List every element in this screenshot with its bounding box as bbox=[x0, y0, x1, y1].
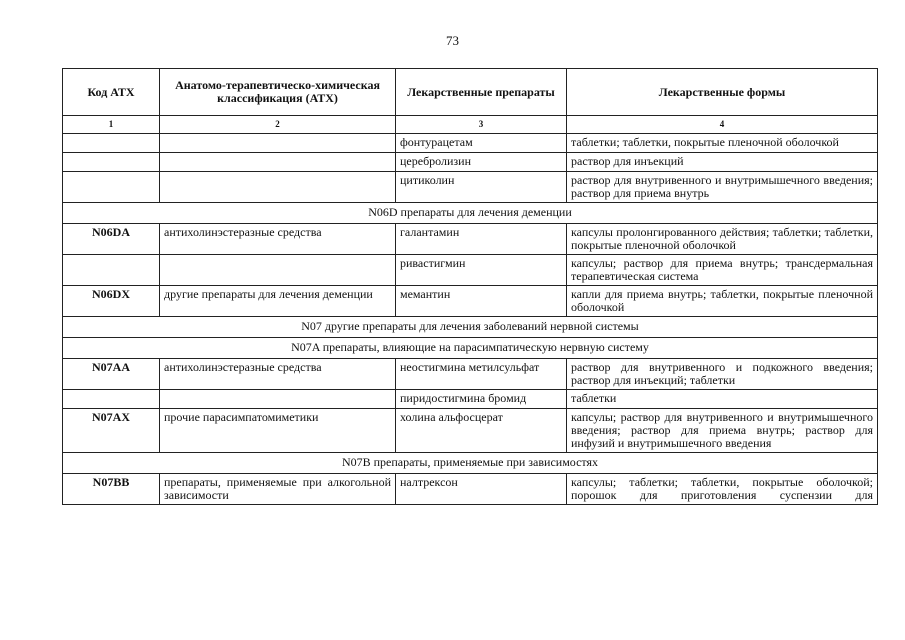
atx-code-cell: N07AX bbox=[63, 409, 160, 453]
atx-code-cell bbox=[63, 390, 160, 409]
column-number-row bbox=[63, 116, 878, 134]
column-number: 4 bbox=[567, 116, 878, 134]
column-number: 1 bbox=[63, 116, 160, 134]
classification-cell: препараты, применяемые при алкогольной зависимости bbox=[160, 474, 396, 505]
dosage-form-cell: капсулы; таблетки; таблетки, покрытые оболочкой; порошок для приготовления суспензии для bbox=[567, 474, 878, 505]
drug-cell: налтрексон bbox=[396, 474, 567, 505]
table-row bbox=[63, 474, 878, 505]
dosage-form-cell: капсулы пролонгированного действия; таблетки; таблетки, покрытые пленочной оболочкой bbox=[567, 224, 878, 255]
table-row bbox=[63, 255, 878, 286]
dosage-form-cell: таблетки bbox=[567, 390, 878, 409]
dosage-form-cell: раствор для внутривенного и подкожного введения; раствор для инъекций; таблетки bbox=[567, 359, 878, 390]
table-row bbox=[63, 172, 878, 203]
atx-code-cell bbox=[63, 172, 160, 203]
table-row bbox=[63, 390, 878, 409]
table-row bbox=[63, 286, 878, 317]
classification-cell bbox=[160, 172, 396, 203]
drug-cell: неостигмина метилсульфат bbox=[396, 359, 567, 390]
classification-cell bbox=[160, 255, 396, 286]
atx-medicines-table bbox=[62, 68, 878, 505]
drug-cell: церебролизин bbox=[396, 153, 567, 172]
drug-cell: холина альфосцерат bbox=[396, 409, 567, 453]
group-heading: N06D препараты для лечения деменции bbox=[63, 203, 878, 224]
drug-cell: фонтурацетам bbox=[396, 134, 567, 153]
drug-cell: мемантин bbox=[396, 286, 567, 317]
table-row bbox=[63, 409, 878, 453]
column-number: 3 bbox=[396, 116, 567, 134]
drug-cell: пиридостигмина бромид bbox=[396, 390, 567, 409]
table-row bbox=[63, 134, 878, 153]
header-atx-code: Код АТХ bbox=[63, 69, 160, 116]
group-heading-row bbox=[63, 453, 878, 474]
column-number: 2 bbox=[160, 116, 396, 134]
dosage-form-cell: капсулы; раствор для внутривенного и внутримышечного введения; раствор для приема внутрь; раствор для инфузий и внутримышечного введения bbox=[567, 409, 878, 453]
atx-code-cell: N06DA bbox=[63, 224, 160, 255]
table-row bbox=[63, 224, 878, 255]
group-heading-row bbox=[63, 203, 878, 224]
dosage-form-cell: капли для приема внутрь; таблетки, покрытые пленочной оболочкой bbox=[567, 286, 878, 317]
atx-code-cell bbox=[63, 134, 160, 153]
table-row bbox=[63, 359, 878, 390]
classification-cell: антихолинэстеразные средства bbox=[160, 224, 396, 255]
classification-cell: другие препараты для лечения деменции bbox=[160, 286, 396, 317]
dosage-form-cell: капсулы; раствор для приема внутрь; трансдермальная терапевтическая система bbox=[567, 255, 878, 286]
classification-cell bbox=[160, 153, 396, 172]
dosage-form-cell: раствор для инъекций bbox=[567, 153, 878, 172]
atx-code-cell bbox=[63, 255, 160, 286]
dosage-form-cell: таблетки; таблетки, покрытые пленочной оболочкой bbox=[567, 134, 878, 153]
atx-code-cell: N07BB bbox=[63, 474, 160, 505]
atx-code-cell: N06DX bbox=[63, 286, 160, 317]
atx-code-cell bbox=[63, 153, 160, 172]
group-heading-row bbox=[63, 338, 878, 359]
page-number: 73 bbox=[446, 33, 459, 48]
group-heading: N07A препараты, влияющие на парасимпатическую нервную систему bbox=[63, 338, 878, 359]
atx-code-cell: N07AA bbox=[63, 359, 160, 390]
group-heading: N07 другие препараты для лечения заболеваний нервной системы bbox=[63, 317, 878, 338]
header-atx-classification: Анатомо-терапевтическо-химическая классификация (АТХ) bbox=[160, 69, 396, 116]
classification-cell bbox=[160, 390, 396, 409]
classification-cell: антихолинэстеразные средства bbox=[160, 359, 396, 390]
group-heading: N07B препараты, применяемые при зависимостях bbox=[63, 453, 878, 474]
header-dosage-forms: Лекарственные формы bbox=[567, 69, 878, 116]
header-drugs: Лекарственные препараты bbox=[396, 69, 567, 116]
classification-cell: прочие парасимпатомиметики bbox=[160, 409, 396, 453]
classification-cell bbox=[160, 134, 396, 153]
drug-cell: цитиколин bbox=[396, 172, 567, 203]
drug-cell: галантамин bbox=[396, 224, 567, 255]
group-heading-row bbox=[63, 317, 878, 338]
drug-cell: ривастигмин bbox=[396, 255, 567, 286]
header-row bbox=[63, 69, 878, 116]
dosage-form-cell: раствор для внутривенного и внутримышечного введения; раствор для приема внутрь bbox=[567, 172, 878, 203]
table-row bbox=[63, 153, 878, 172]
